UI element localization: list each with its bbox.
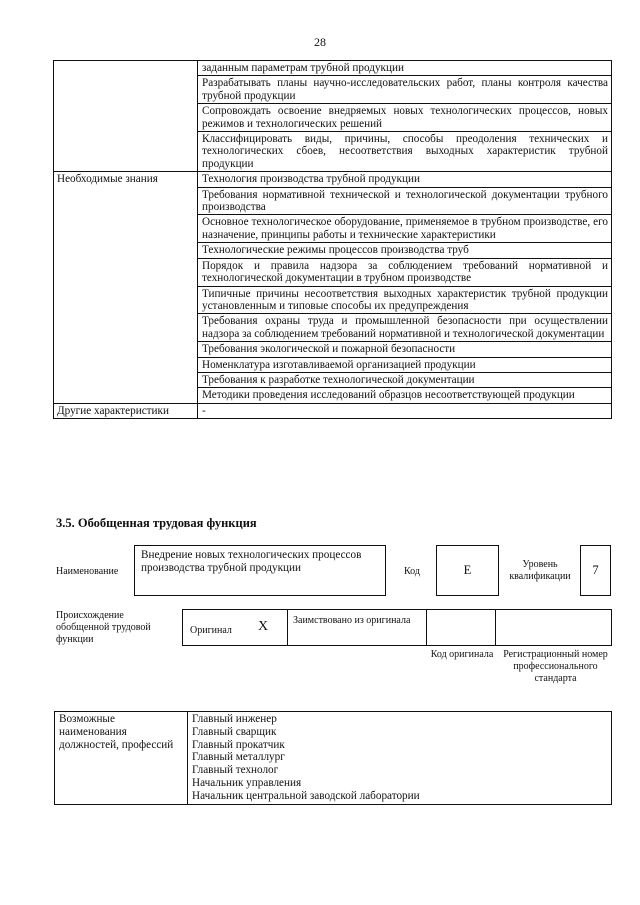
- table-cell: заданным параметрам трубной продукции: [198, 61, 612, 76]
- position-item: Начальник управления: [192, 776, 302, 789]
- original-label: Оригинал: [190, 625, 232, 636]
- table-cell: Типичные причины несоответствия выходных характеристик трубной продукции установленным и типовые способы их предупреждения: [198, 286, 612, 314]
- table-cell: Требования охраны труда и промышленной безопасности при осуществлении надзора за соблюдением требований нормативной и технологической документации: [198, 314, 612, 342]
- table-cell: Разрабатывать планы научно-исследовательских работ, планы контроля качества трубной продукции: [198, 76, 612, 104]
- skills-knowledge-table: [53, 60, 612, 419]
- code-label: Код: [404, 566, 420, 577]
- table-cell: Технологические режимы процессов производства труб: [198, 243, 612, 258]
- original-mark: X: [258, 619, 269, 634]
- code-value-box: E: [436, 545, 499, 596]
- qualification-level-label: Уровень квалификации: [509, 559, 571, 582]
- positions-table: [54, 711, 612, 805]
- table-cell: Требования экологической и пожарной безопасности: [198, 342, 612, 357]
- table-cell: Основное технологическое оборудование, применяемое в трубном производстве, его назначение, принципы работы и технические характеристики: [198, 215, 612, 243]
- table-row: [54, 172, 612, 187]
- section-title: 3.5. Обобщенная трудовая функция: [56, 516, 257, 530]
- position-item: Начальник центральной заводской лаборатории: [192, 789, 420, 802]
- positions-list: [188, 712, 612, 805]
- name-label: Наименование: [56, 566, 119, 577]
- row-label-knowledge: Необходимые знания: [54, 172, 198, 404]
- table-cell: Технология производства трубной продукции: [198, 172, 612, 187]
- position-item: Главный технолог: [192, 764, 279, 777]
- position-item: Главный сварщик: [192, 725, 277, 738]
- table-cell: Требования нормативной технической и технологической документации трубного производства: [198, 187, 612, 215]
- registration-number-label: Регистрационный номер профессионального стандарта: [503, 649, 608, 684]
- function-name-box: Внедрение новых технологических процессов производства трубной продукции: [134, 545, 386, 596]
- origin-label: Происхождение обобщенной трудовой функции: [56, 610, 151, 645]
- row-label: [54, 61, 198, 172]
- position-item: Главный прокатчик: [192, 738, 285, 751]
- borrowed-label: Заимствовано из оригинала: [293, 615, 411, 626]
- table-row: [54, 61, 612, 76]
- table-cell: Сопровождать освоение внедряемых новых технологических процессов, новых режимов и технологических решений: [198, 104, 612, 132]
- table-cell: Номенклатура изготавливаемой организацией продукции: [198, 357, 612, 372]
- row-label-other: Другие характеристики: [54, 403, 198, 418]
- table-cell: Методики проведения исследований образцов несоответствующей продукции: [198, 388, 612, 403]
- table-cell: Требования к разработке технологической документации: [198, 372, 612, 387]
- reg-number-cell: [495, 609, 612, 646]
- positions-label: Возможные наименования должностей, профессий: [55, 712, 188, 805]
- table-row: [55, 712, 612, 805]
- table-row: [54, 403, 612, 418]
- table-cell: Классифицировать виды, причины, способы преодоления технических и технологических сбоев, несоответствия выходных характеристик трубной продукции: [198, 132, 612, 172]
- table-cell: Порядок и правила надзора за соблюдением требований нормативной и технологической документации в трубном производстве: [198, 258, 612, 286]
- position-item: Главный металлург: [192, 751, 285, 764]
- code-original-label: Код оригинала: [430, 649, 494, 660]
- table-cell: -: [198, 403, 612, 418]
- page-number: 28: [314, 35, 326, 49]
- code-original-cell: [426, 609, 496, 646]
- qualification-level-box: 7: [580, 545, 611, 596]
- position-item: Главный инженер: [192, 713, 277, 725]
